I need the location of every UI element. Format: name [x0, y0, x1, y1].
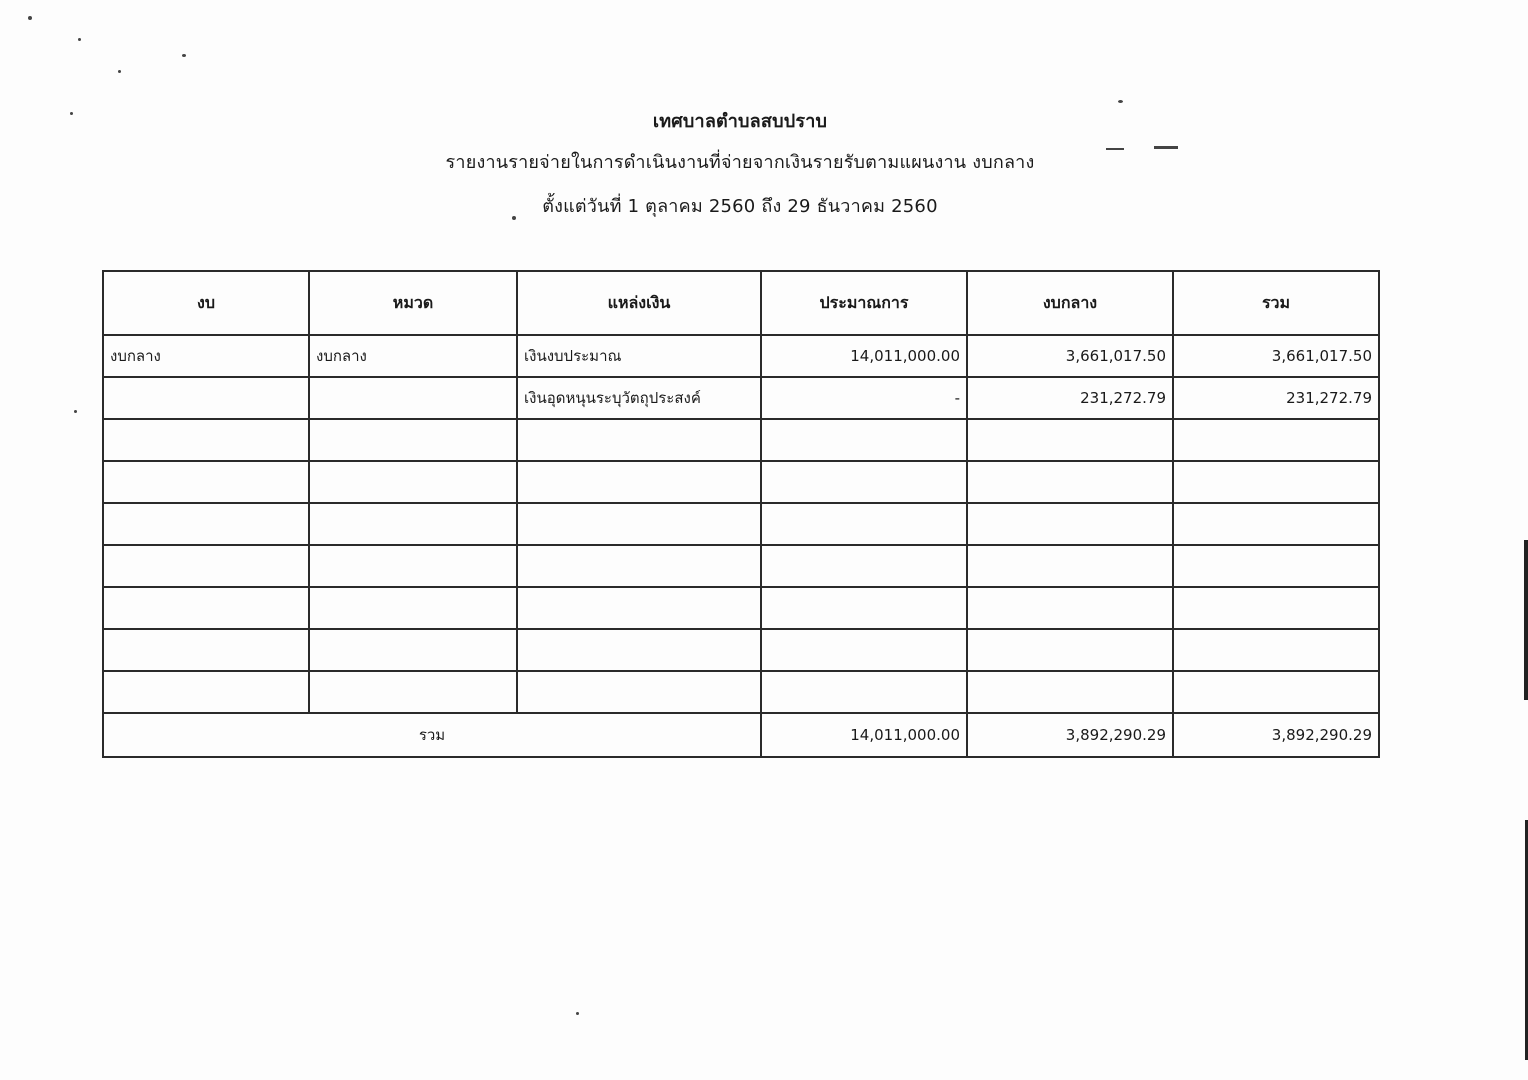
total-central-budget: 3,892,290.29 — [967, 713, 1173, 757]
cell-total: 231,272.79 — [1173, 377, 1379, 419]
scan-speck — [1106, 148, 1124, 150]
scan-speck — [78, 38, 81, 41]
report-title: รายงานรายจ่ายในการดำเนินงานที่จ่ายจากเงินรายรับตามแผนงาน งบกลาง — [445, 152, 1035, 173]
scan-speck — [28, 16, 32, 20]
header-category: หมวด — [309, 271, 517, 335]
empty-row — [103, 503, 1379, 545]
empty-row — [103, 671, 1379, 713]
cell-category — [309, 377, 517, 419]
table-row — [103, 377, 1379, 419]
header-central-budget: งบกลาง — [967, 271, 1173, 335]
cell-total: 3,661,017.50 — [1173, 335, 1379, 377]
report-period: ตั้งแต่วันที่ 1 ตุลาคม 2560 ถึง 29 ธันวาคม 2560 — [542, 196, 938, 217]
scan-speck — [1154, 146, 1178, 149]
scan-speck — [1118, 100, 1123, 103]
empty-row — [103, 545, 1379, 587]
empty-row — [103, 419, 1379, 461]
total-estimate: 14,011,000.00 — [761, 713, 967, 757]
total-label: รวม — [103, 713, 761, 757]
expense-report-table — [102, 270, 1380, 758]
cell-category: งบกลาง — [309, 335, 517, 377]
header-budget: งบ — [103, 271, 309, 335]
empty-row — [103, 587, 1379, 629]
header-source: แหล่งเงิน — [517, 271, 761, 335]
scan-speck — [70, 112, 73, 115]
cell-source: เงินงบประมาณ — [517, 335, 761, 377]
scan-speck — [512, 216, 516, 220]
cell-budget: งบกลาง — [103, 335, 309, 377]
header-total: รวม — [1173, 271, 1379, 335]
total-row — [103, 713, 1379, 757]
scan-speck — [576, 1012, 579, 1015]
empty-row — [103, 461, 1379, 503]
table-header-row — [103, 271, 1379, 335]
cell-central-budget: 231,272.79 — [967, 377, 1173, 419]
cell-estimate: 14,011,000.00 — [761, 335, 967, 377]
scan-edge-mark — [1524, 540, 1528, 700]
scan-speck — [182, 54, 186, 57]
scan-speck — [118, 70, 121, 73]
cell-estimate: - — [761, 377, 967, 419]
cell-budget — [103, 377, 309, 419]
table-row — [103, 335, 1379, 377]
cell-central-budget: 3,661,017.50 — [967, 335, 1173, 377]
total-sum: 3,892,290.29 — [1173, 713, 1379, 757]
scan-speck — [74, 410, 77, 413]
cell-source: เงินอุดหนุนระบุวัตถุประสงค์ — [517, 377, 761, 419]
empty-row — [103, 629, 1379, 671]
org-title: เทศบาลตำบลสบปราบ — [652, 111, 828, 132]
header-estimate: ประมาณการ — [761, 271, 967, 335]
